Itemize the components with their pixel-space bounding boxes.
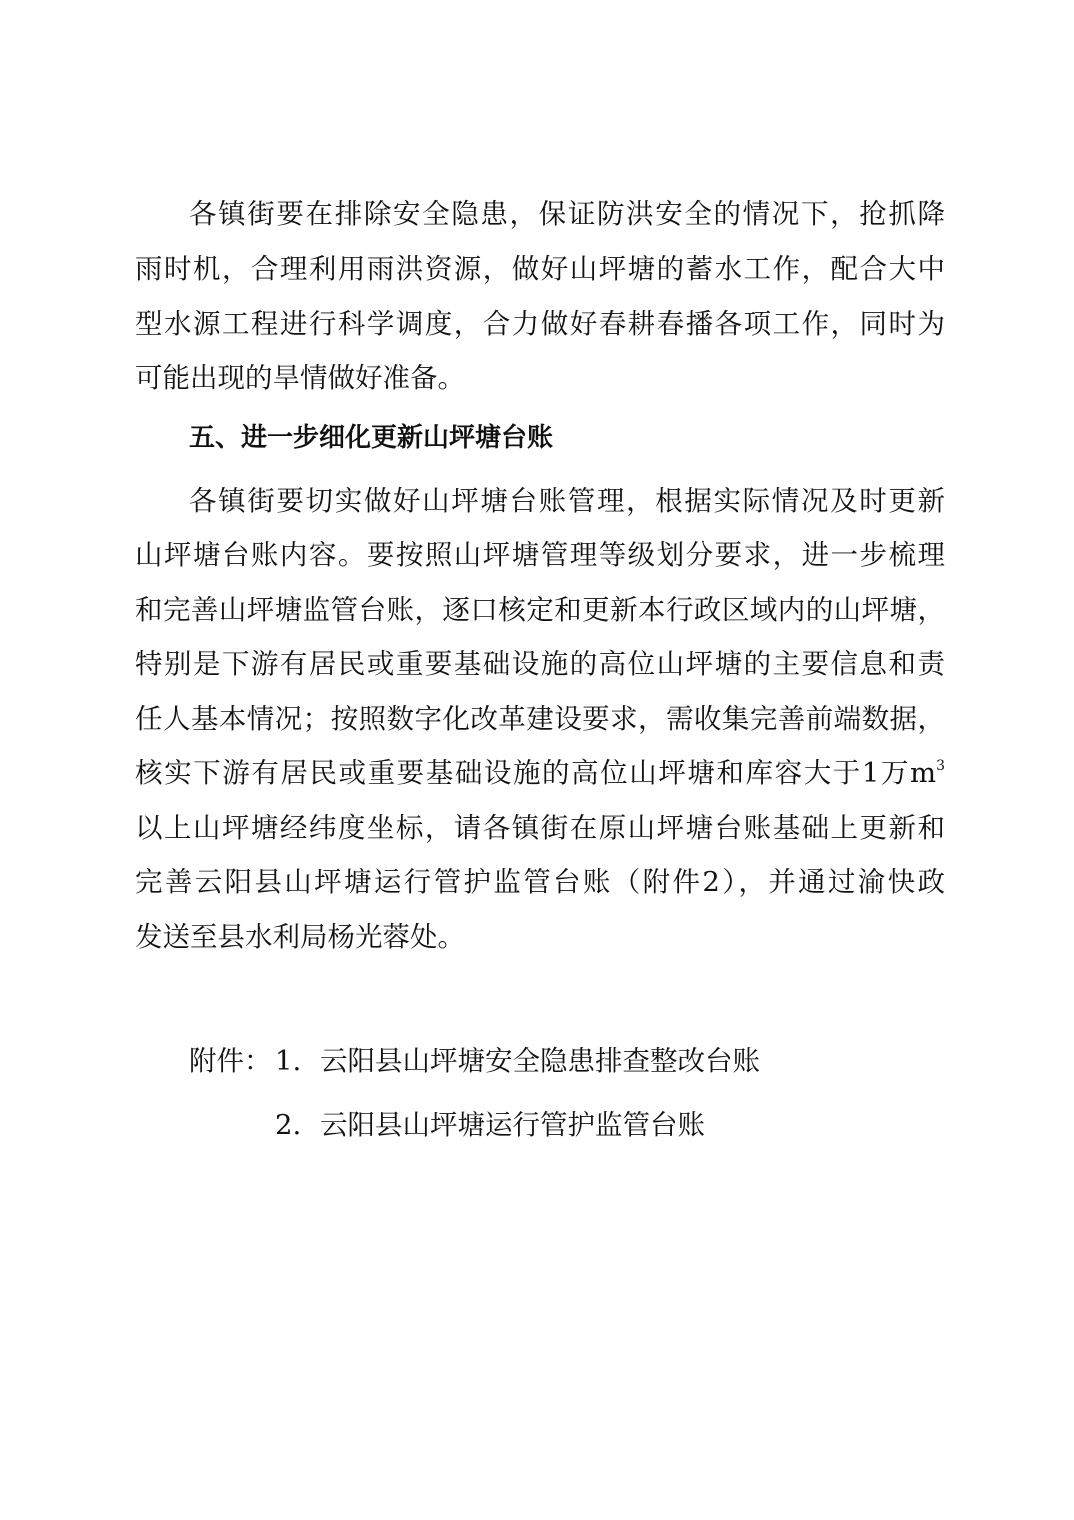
paragraph-2-line-2: 山坪塘台账内容。要按照山坪塘管理等级划分要求，进一步梳理 [135, 539, 945, 571]
paragraph-1-line-2: 雨时机，合理利用雨洪资源，做好山坪塘的蓄水工作，配合大中 [135, 253, 945, 285]
paragraph-2-line-4: 特别是下游有居民或重要基础设施的高位山坪塘的主要信息和责 [135, 648, 945, 680]
paragraph-2-line-6 [135, 755, 945, 791]
paragraph-2-line-1: 各镇街要切实做好山坪塘台账管理，根据实际情况及时更新 [189, 485, 945, 517]
attachment-1-title: 云阳县山坪塘安全隐患排查整改台账 [320, 1045, 760, 1077]
attachment-label: 附件： [189, 1045, 272, 1077]
paragraph-2-line-9: 发送至县水利局杨光蓉处。 [135, 921, 465, 953]
paragraph-2-line-5: 任人基本情况；按照数字化改革建设要求，需收集完善前端数据， [135, 703, 945, 735]
attachment-2-title: 云阳县山坪塘运行管护监管台账 [320, 1109, 705, 1141]
paragraph-2-line-8: 完善云阳县山坪塘运行管护监管台账（附件2），并通过渝快政 [135, 866, 945, 898]
paragraph-2-line-6-text: 核实下游有居民或重要基础设施的高位山坪塘和库容大于1万m [135, 757, 937, 789]
paragraph-1-line-1: 各镇街要在排除安全隐患，保证防洪安全的情况下，抢抓降 [189, 198, 945, 230]
cubic-superscript: 3 [936, 758, 945, 774]
paragraph-2-line-3: 和完善山坪塘监管台账，逐口核定和更新本行政区域内的山坪塘， [135, 594, 945, 626]
paragraph-1-line-4: 可能出现的旱情做好准备。 [135, 362, 465, 394]
paragraph-1-line-3: 型水源工程进行科学调度，合力做好春耕春播各项工作，同时为 [135, 308, 945, 340]
attachment-2-number: 2. [275, 1109, 302, 1141]
paragraph-2-line-7: 以上山坪塘经纬度坐标，请各镇街在原山坪塘台账基础上更新和 [135, 812, 945, 844]
section-heading: 五、进一步细化更新山坪塘台账 [189, 423, 554, 453]
attachment-1-number: 1. [275, 1045, 302, 1077]
